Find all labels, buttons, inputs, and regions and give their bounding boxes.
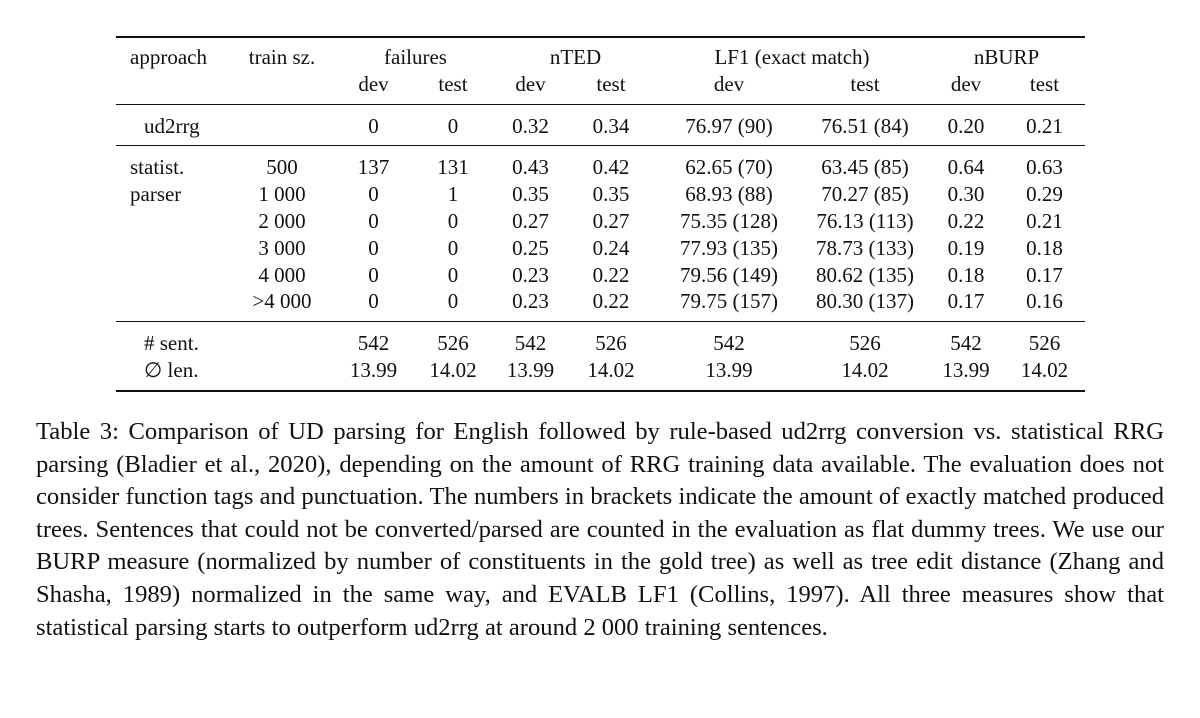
header-failures-test: test xyxy=(438,71,468,96)
cell-nburp-dev: 0.64 xyxy=(928,146,1004,181)
cell-nted-test: 526 xyxy=(566,322,656,357)
results-table xyxy=(116,36,1085,392)
cell-nburp-dev: 0.22 xyxy=(947,208,985,233)
cell-approach: parser xyxy=(130,182,182,207)
header-nted-test: test xyxy=(596,71,626,96)
header-lf1-test: test xyxy=(850,71,880,96)
header-nburp-test: test xyxy=(1029,71,1060,96)
header-train-size: train sz. xyxy=(228,37,336,71)
cell-failures-dev: 13.99 xyxy=(336,357,411,391)
cell-train-size: >4 000 xyxy=(252,289,312,314)
cell-lf1-test: 526 xyxy=(802,322,928,357)
cell-failures-test: 0 xyxy=(447,235,459,260)
cell-nted-dev: 0.27 xyxy=(512,208,549,233)
cell-nburp-dev: 0.20 xyxy=(928,104,1004,146)
cell-lf1-dev: 62.65 (70) xyxy=(656,146,802,181)
table-row-summary xyxy=(116,322,1085,357)
cell-lf1-test: 70.27 (85) xyxy=(821,182,909,207)
table-row xyxy=(116,235,1085,262)
cell-lf1-test: 76.13 (113) xyxy=(816,208,914,233)
cell-approach xyxy=(116,262,228,289)
cell-train-size: 2 000 xyxy=(258,208,306,233)
cell-nted-dev: 0.23 xyxy=(512,289,549,314)
cell-approach xyxy=(116,288,228,321)
cell-failures-dev: 0 xyxy=(368,262,379,287)
cell-lf1-test: 78.73 (133) xyxy=(816,235,914,260)
cell-nburp-test: 0.63 xyxy=(1004,146,1085,181)
header-failures-dev: dev xyxy=(358,71,389,96)
cell-train-size: 1 000 xyxy=(258,182,306,207)
cell-nburp-test: 0.29 xyxy=(1026,182,1063,207)
cell-nted-test: 0.22 xyxy=(592,262,630,287)
cell-nted-dev: 0.35 xyxy=(512,182,549,207)
cell-lf1-test: 80.62 (135) xyxy=(816,262,914,287)
cell-failures-test: 1 xyxy=(447,182,459,207)
cell-train-size xyxy=(228,322,336,357)
cell-failures-test: 526 xyxy=(411,322,495,357)
table-row-ud2rrg xyxy=(116,104,1085,146)
cell-lf1-test: 14.02 xyxy=(802,357,928,391)
cell-lf1-dev: 68.93 (88) xyxy=(685,182,773,207)
cell-nburp-test: 14.02 xyxy=(1004,357,1085,391)
cell-nted-test: 14.02 xyxy=(566,357,656,391)
cell-train-size: 500 xyxy=(228,146,336,181)
table-row xyxy=(116,146,1085,181)
cell-nted-dev: 0.32 xyxy=(495,104,566,146)
cell-failures-dev: 0 xyxy=(368,289,379,314)
header-row-splits xyxy=(116,71,1085,104)
header-nburp-dev: dev xyxy=(950,71,982,96)
cell-nted-test: 0.35 xyxy=(592,182,630,207)
table-row xyxy=(116,181,1085,208)
cell-nburp-test: 0.21 xyxy=(1026,208,1063,233)
cell-failures-dev: 0 xyxy=(368,182,379,207)
cell-lf1-dev: 79.75 (157) xyxy=(680,289,778,314)
cell-failures-test: 0 xyxy=(447,208,459,233)
cell-lf1-test: 63.45 (85) xyxy=(802,146,928,181)
cell-nted-test: 0.27 xyxy=(592,208,630,233)
cell-nburp-test: 0.21 xyxy=(1004,104,1085,146)
header-row-groups xyxy=(116,37,1085,71)
cell-lf1-dev: 542 xyxy=(656,322,802,357)
cell-lf1-dev: 79.56 (149) xyxy=(680,262,778,287)
header-approach: approach xyxy=(116,37,228,71)
cell-failures-test: 14.02 xyxy=(411,357,495,391)
cell-approach xyxy=(116,208,228,235)
cell-nburp-dev: 542 xyxy=(928,322,1004,357)
cell-train-size xyxy=(228,104,336,146)
cell-failures-test: 0 xyxy=(447,289,459,314)
cell-failures-test: 131 xyxy=(411,146,495,181)
cell-approach: # sent. xyxy=(116,322,228,357)
cell-nted-test: 0.34 xyxy=(566,104,656,146)
cell-nburp-test: 526 xyxy=(1004,322,1085,357)
cell-nted-dev: 0.23 xyxy=(512,262,549,287)
header-nted-dev: dev xyxy=(515,71,546,96)
cell-train-size xyxy=(228,357,336,391)
cell-nburp-dev: 0.18 xyxy=(947,262,985,287)
cell-approach: ∅ len. xyxy=(116,357,228,391)
cell-nburp-test: 0.18 xyxy=(1026,235,1063,260)
cell-failures-dev: 0 xyxy=(336,104,411,146)
results-table-container xyxy=(116,36,1085,392)
cell-failures-test: 0 xyxy=(447,262,459,287)
cell-nburp-dev: 0.19 xyxy=(947,235,985,260)
table-caption: Table 3: Comparison of UD parsing for English followed by rule-based ud2rrg conversion vs. statistical RRG parsing (Bladier et al., 2020), depending on the amount of RRG training data available. The evaluation does not consider function tags and punctuation. The numbers in brackets indicate the amount of exactly matched produced trees. Sentences that could not be converted/parsed are counted in the evaluation as flat dummy trees. We use our BURP measure (normalized by number of constituents in the gold tree) as well as tree edit distance (Zhang and Shasha, 1989) normalized in the same way, and EVALB LF1 (Collins, 1997). All three measures show that statistical parsing starts to outperform ud2rrg at around 2 000 training sentences. xyxy=(36,418,1164,641)
cell-lf1-dev: 13.99 xyxy=(656,357,802,391)
cell-train-size: 4 000 xyxy=(258,262,306,287)
cell-nburp-dev: 13.99 xyxy=(928,357,1004,391)
cell-approach: statist. xyxy=(116,146,228,181)
cell-lf1-dev: 75.35 (128) xyxy=(680,208,778,233)
cell-nted-dev: 0.25 xyxy=(512,235,549,260)
cell-nburp-test: 0.17 xyxy=(1026,262,1063,287)
cell-lf1-test: 76.51 (84) xyxy=(802,104,928,146)
table-row-summary xyxy=(116,357,1085,391)
cell-lf1-dev: 77.93 (135) xyxy=(680,235,778,260)
cell-nburp-test: 0.16 xyxy=(1026,289,1063,314)
table-row xyxy=(116,288,1085,321)
header-group-nburp: nBURP xyxy=(928,37,1085,71)
header-group-nted: nTED xyxy=(495,37,656,71)
cell-failures-test: 0 xyxy=(411,104,495,146)
header-lf1-dev: dev xyxy=(713,71,745,96)
header-group-failures: failures xyxy=(336,37,495,71)
cell-nted-test: 0.24 xyxy=(592,235,630,260)
table-row xyxy=(116,208,1085,235)
cell-nted-dev: 0.43 xyxy=(495,146,566,181)
cell-nted-dev: 13.99 xyxy=(495,357,566,391)
cell-nburp-dev: 0.17 xyxy=(947,289,985,314)
cell-failures-dev: 0 xyxy=(368,208,379,233)
cell-nted-test: 0.22 xyxy=(592,289,630,314)
cell-failures-dev: 542 xyxy=(336,322,411,357)
cell-approach: ud2rrg xyxy=(116,104,228,146)
cell-lf1-dev: 76.97 (90) xyxy=(656,104,802,146)
cell-failures-dev: 137 xyxy=(336,146,411,181)
cell-lf1-test: 80.30 (137) xyxy=(816,289,914,314)
cell-approach xyxy=(116,235,228,262)
cell-failures-dev: 0 xyxy=(368,235,379,260)
cell-nted-dev: 542 xyxy=(495,322,566,357)
cell-train-size: 3 000 xyxy=(258,235,306,260)
cell-nburp-dev: 0.30 xyxy=(947,182,985,207)
cell-nted-test: 0.42 xyxy=(566,146,656,181)
table-row xyxy=(116,262,1085,289)
header-group-lf1: LF1 (exact match) xyxy=(656,37,928,71)
